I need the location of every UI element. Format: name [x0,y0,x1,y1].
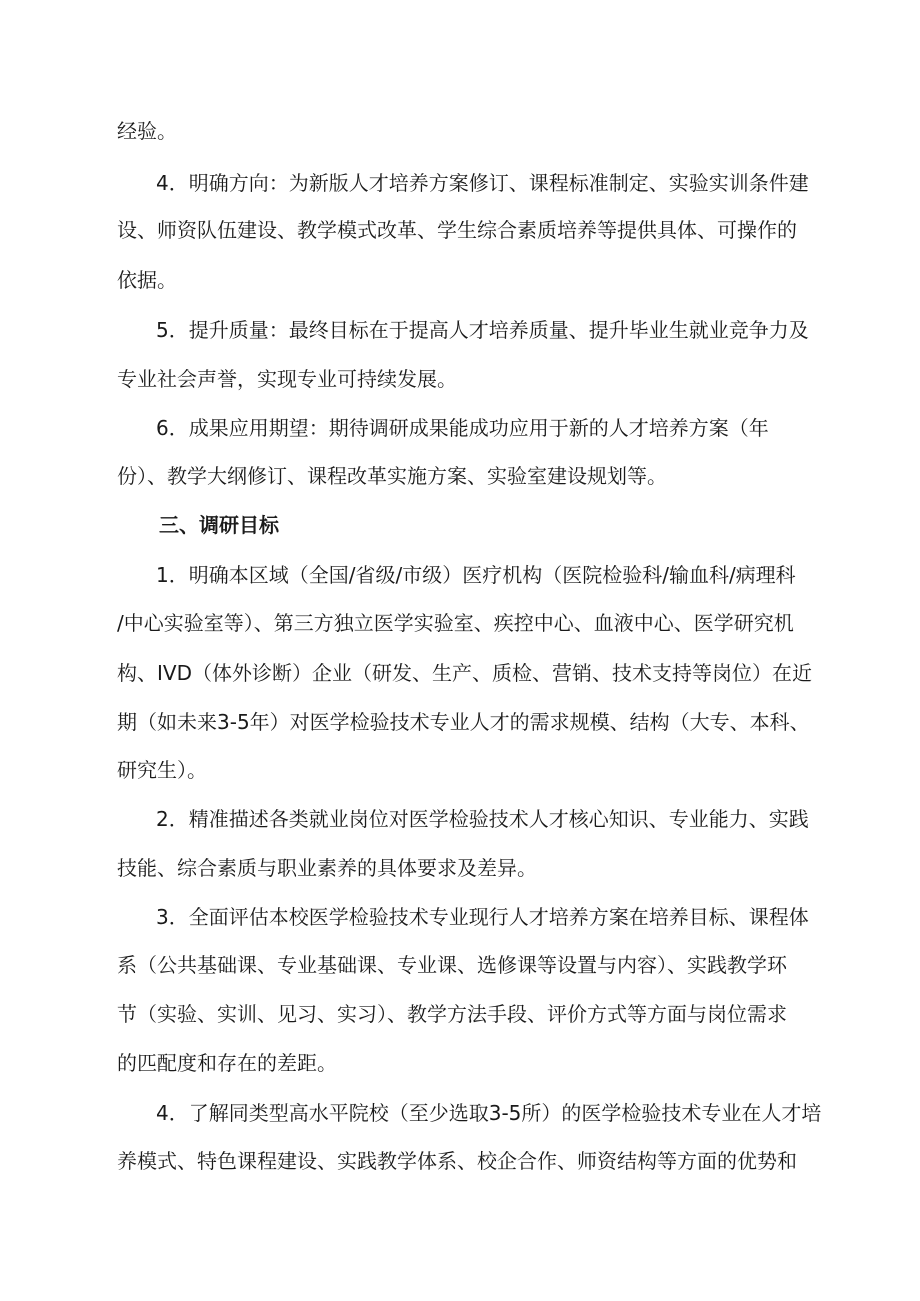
paragraph-line: 期（如未来3-5年）对医学检验技术专业人才的需求规模、结构（大专、本科、 [117,710,810,734]
paragraph-line: 3．全面评估本校医学检验技术专业现行人才培养方案在培养目标、课程体 [156,905,809,929]
paragraph-line: 研究生）。 [117,758,207,782]
paragraph-line: 5．提升质量：最终目标在于提高人才培养质量、提升毕业生就业竞争力及 [156,318,809,342]
paragraph-line: 专业社会声誉，实现专业可持续发展。 [117,367,457,391]
paragraph-line: 设、师资队伍建设、教学模式改革、学生综合素质培养等提供具体、可操作的 [117,218,797,242]
paragraph-line: 1．明确本区域（全国/省级/市级）医疗机构（医院检验科/输血科/病理科 [156,563,796,587]
paragraph-line: 4．了解同类型高水平院校（至少选取3-5所）的医学检验技术专业在人才培 [156,1101,822,1125]
paragraph-line: 依据。 [117,268,177,292]
paragraph-line: 份）、教学大纲修订、课程改革实施方案、实验室建设规划等。 [117,464,667,488]
paragraph-line: 经验。 [117,119,177,143]
paragraph-line: 6．成果应用期望：期待调研成果能成功应用于新的人才培养方案（年 [156,416,769,440]
paragraph-line: 2．精准描述各类就业岗位对医学检验技术人才核心知识、专业能力、实践 [156,807,809,831]
paragraph-line: /中心实验室等）、第三方独立医学实验室、疾控中心、血液中心、医学研究机 [117,611,794,635]
paragraph-line: 技能、综合素质与职业素养的具体要求及差异。 [117,856,537,880]
paragraph-line: 节（实验、实训、见习、实习）、教学方法手段、评价方式等方面与岗位需求 [117,1002,787,1026]
paragraph-line: 构、IVD（体外诊断）企业（研发、生产、质检、营销、技术支持等岗位）在近 [117,661,812,685]
paragraph-line: 系（公共基础课、专业基础课、专业课、选修课等设置与内容）、实践教学环 [117,953,787,977]
section-heading: 三、调研目标 [159,513,279,537]
paragraph-line: 4．明确方向：为新版人才培养方案修订、课程标准制定、实验实训条件建 [156,171,809,195]
paragraph-line: 的匹配度和存在的差距。 [117,1051,337,1075]
paragraph-line: 养模式、特色课程建设、实践教学体系、校企合作、师资结构等方面的优势和 [117,1149,797,1173]
